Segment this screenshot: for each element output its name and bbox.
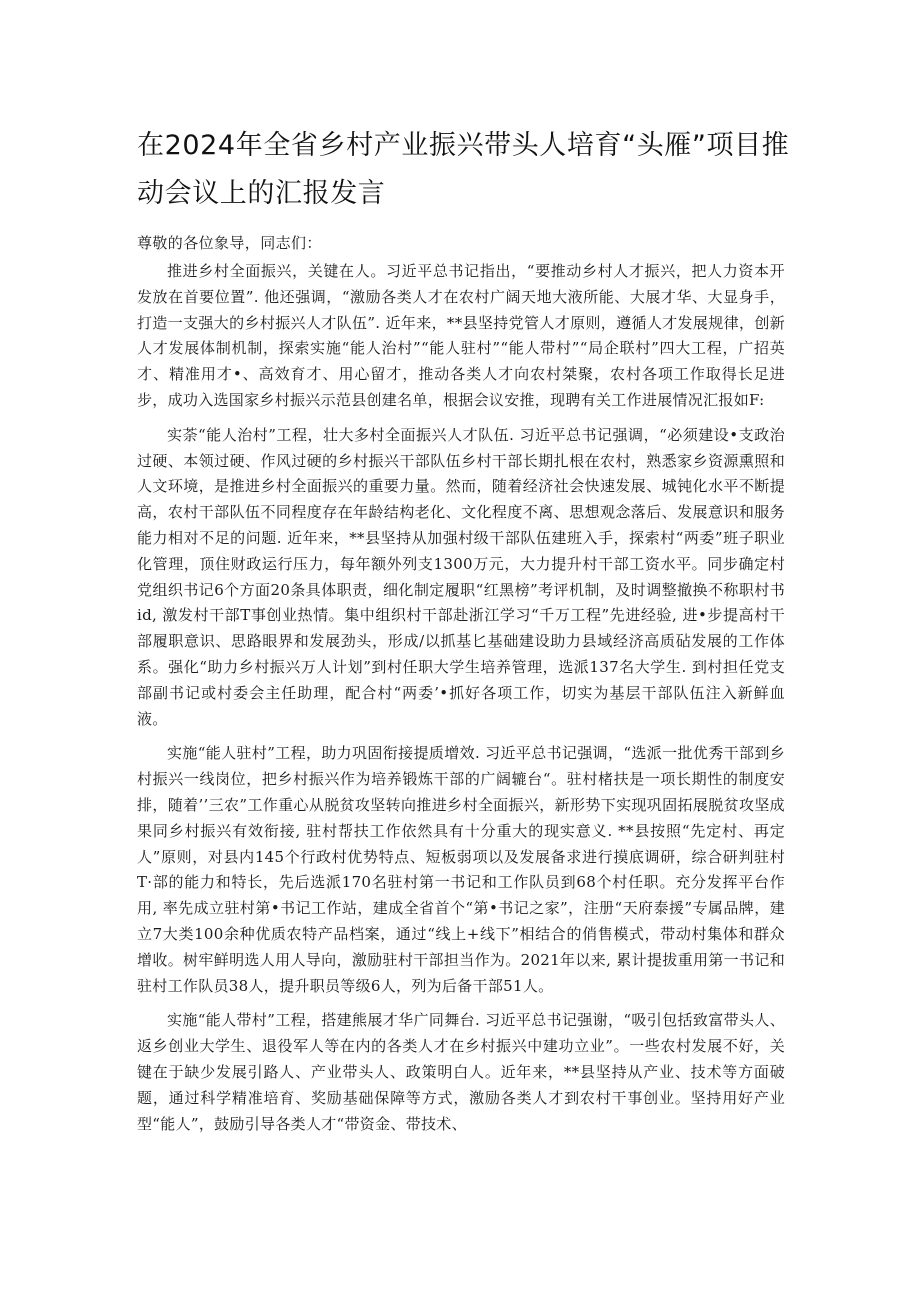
paragraph-village-governance: 实荼“能人治村”工程，壮大多村全面振兴人才队伍. 习近平总书记强调，“必须建设•支政治过硬、本领过硬、作风过硬的乡村振兴干部队伍乡村干部长期扎根在农村，熟悉家乡资源熏照和人文环境，是推进乡村全面振兴的重要力量。然而，随着经济社会快速发展、城钝化水平不断提高，农村干部队伍不同程度存在年龄结构老化、文化程度不离、思想观念落后、发展意识和服务能力相对不足的问题. 近年来，**县坚持从加强村级干部队伍建班入手，探索村“两委”班子职业化管理，顶住财政运行压力，每年额外列支1300万元，大力提升村干部工资水平。同步确定村党组织书记6个方面20条具体职责，细化制定履职“红黑榜”考评机制，及时调整撤换不称职村书id, 激发村干部T事创业热情。集中组织村干部赴浙江学习“千万工程”先进经验, 进•步提高村干部履职意识、思路眼界和发展劲头，形成/以抓基匕基础建设助力县域经济高质砧发展的工作体系。强化“助力乡村振兴万人计划”到村任职大学生培养管理，选派137名大学生. 到村担任党支部副书记或村委会主任助理，配合村“两委’•抓好各项工作，切实为基层干部队伍注入新鲜血液。 (137, 425, 785, 728)
document-body (137, 230, 785, 1146)
paragraph-intro: 推进乡村全面振兴，关键在人。习近平总书记指出，“要推动乡村人才振兴，把人力资本开发放在首要位置”. 他还强调，“激励各类人才在农村广阔天地大液所能、大展才华、大显身手，打造一支强大的乡村振兴人才队伍”. 近年来，**县坚持党管人才原则，遵循人才发展规律，创新人才发展体制机制，探索实施“能人治村”“能人驻村”“能人带村”“局企联村”四大工程，广招英才、精准用才•、高效育才、用心留才，推动各类人才向农村桀聚，农村各项工作取得长足进步，成功入选国家乡村振兴示范县创建名单，根据会议安推，现聘有关工作进展情况汇报如F: (137, 262, 785, 409)
document-title: 在2024年全省乡村产业振兴带头人培育“头雁”项目推动会议上的汇报发言 (137, 130, 790, 209)
salutation: 尊敬的各位象导，同志们： (137, 234, 322, 252)
paragraph-village-leadership: 实施“能人带村”工程，搭建熊展才华广同舞台. 习近平总书记强谢，“吸引包括致富带头人、返乡创业大学生、退役军人等在内的各类人才在乡村振兴中建功立业”。一些农村发展不好，关键在于缺少发展引路人、产业带头人、政策明白人。近年来，**县坚持从产业、技术等方面破题，通过科学精准培育、奖励基础保障等方式，激励各类人才到农村干事创业。坚持用好产业型“能人”，鼓励引导各类人才“带资金、带技术、 (137, 1011, 785, 1133)
paragraph-village-residency: 实施“能人驻村”工程，助力巩固衔接提质增效. 习近平总书记强调，“选派一批优秀干部到乡村振兴一线岗位，把乡村振兴作为培养锻炼干部的广阔辘台“。驻村楮扶是一项长期性的制度安排，随着’’三农”工作重心从脱贫攻坚转向推进乡村全面振兴，新形势下实现巩固拓展脱贫攻坚成果同乡村振兴有效衔接, 驻村帮扶工作依然具有十分重大的现实意义. **县按照“先定村、再定人”原则，对县内145个行政村优势特点、短板弱项以及发展备求进行摸底调研，综合研判驻村T·部的能力和特长，先后选派170名驻村第一书记和工作队员到68个村任职。充分发挥平台作用, 率先成立驻村第•书记工作站，建成全省首个“第•书记之家”，注册“天府泰援”专属品牌，建立7大类100余种优质农特产品档案，通过“线上+线下”相结合的俏售模式，带动村集体和群众增收。树牢鲜明选人用人导向，激励驻村干部担当作为。2021年以来, 累计提拔重用第一书记和驻村工作队员38人，提升职员等级6人，列为后备干部51人。 (137, 744, 785, 995)
